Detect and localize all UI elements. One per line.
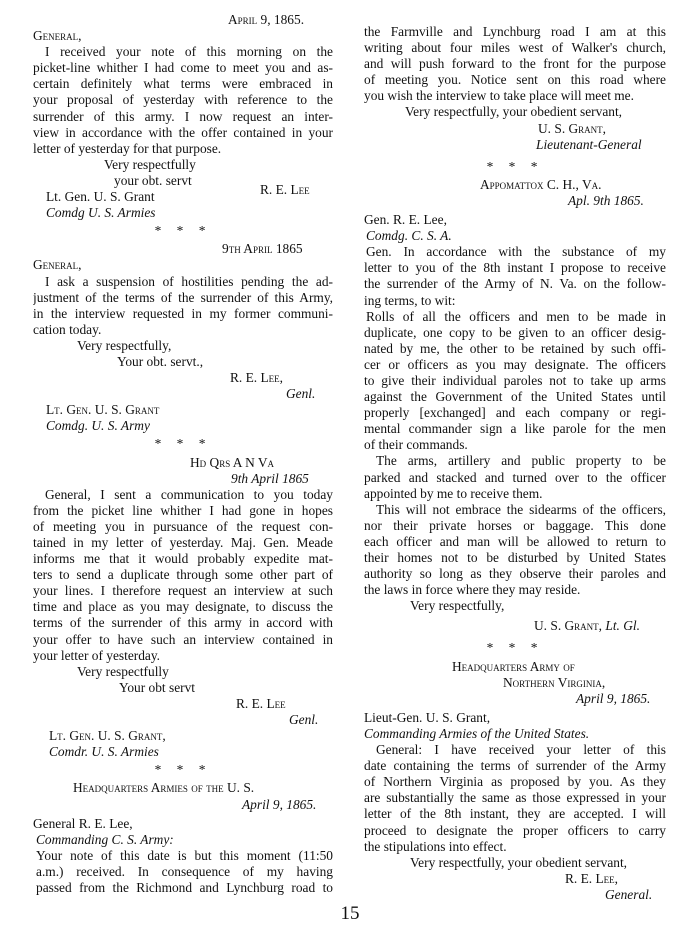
body-line: cation today. [33, 321, 102, 337]
letter-lee-2 [33, 241, 333, 434]
body-line: of meeting you in pursuance of the request con- [33, 518, 333, 534]
addressee-name: Lieut-Gen. U. S. Grant, [364, 709, 491, 725]
letter-lee-1 [33, 12, 333, 221]
signature: R. E. Lee [236, 695, 286, 711]
body-line: ters to send a duplicate through some other part of [33, 567, 333, 583]
signature: R. E. Lee [260, 182, 310, 198]
page-number: 15 [340, 903, 360, 924]
body-line: letter of yesterday for that purpose. [33, 140, 222, 156]
body-line: ing terms, to wit: [364, 292, 456, 308]
closing: Very respectfully [104, 156, 196, 172]
signature: U. S. Grant, [538, 120, 607, 136]
body-line: nor their private horses or baggage. This done [364, 517, 666, 533]
body-line: letter of the 8th instant, they are accepted. I will [364, 806, 666, 822]
body-line: against the Government of the United States until [364, 389, 666, 405]
letter-date: 9th April 1865 [222, 241, 303, 257]
body-line: I received your note of this morning on the [45, 44, 333, 60]
letter-lee-4 [364, 659, 666, 903]
signature-title: Lt. Gl. [605, 618, 640, 634]
signature-line [364, 618, 666, 634]
body-line: picket-line whither I had come to meet you and as- [33, 60, 333, 76]
addressee-title: Comdg. C. S. A. [366, 228, 452, 244]
section-separator: * * * [154, 223, 212, 239]
body-line: duplicate, one copy to be given to an officer desig- [364, 324, 666, 340]
section-separator: * * * [486, 158, 544, 174]
body-line: This will not embrace the sidearms of the officers, [376, 501, 666, 517]
body-line: letter to you of the 8th instant I propose to receive [364, 260, 666, 276]
addressee-title: Comdg. U. S. Army [46, 418, 150, 434]
signature-title: Genl. [286, 386, 316, 402]
letter-date: April 9, 1865. [576, 690, 651, 706]
letter-grant-1 [33, 780, 333, 896]
body-line: passed from the Richmond and Lynchburg road to [36, 879, 333, 895]
body-line: of meeting you. Notice sent on this road where [364, 72, 666, 88]
body-line: the Farmville and Lynchburg road I am at this [364, 24, 666, 39]
closing: Very respectfully [77, 663, 169, 679]
body-line: your offer to have such an interview contained in [33, 631, 333, 647]
body-line: and will push forward to the front for the purpose [364, 56, 666, 72]
body-line: date containing the terms of surrender of the Army [364, 758, 666, 774]
letter-grant-2 [364, 177, 666, 635]
body-line: parked and stacked and turned over to the officer [364, 469, 666, 485]
body-line: informs me that it would probably expedite mat- [33, 551, 333, 567]
body-line: a.m.) received. In consequence of my having [36, 863, 333, 879]
letter-grant-1-continued [364, 24, 666, 153]
closing: your obt. servt [114, 172, 192, 188]
body-line: justment of the terms of the surrender of this Army, [33, 289, 333, 305]
body-line: The arms, artillery and public property to be [376, 453, 666, 469]
addressee-name: Lt. Gen. U. S. Grant, [49, 728, 166, 744]
body-line: your lines. I therefore request an interview at such [33, 583, 333, 599]
addressee-title: Commanding C. S. Army: [36, 831, 174, 847]
body-line: you wish the interview to take place will meet me. [364, 88, 634, 104]
closing: Very respectfully, [410, 598, 505, 614]
signature-title: Lieutenant-General [536, 136, 642, 152]
body-line: to give their individual paroles not to take up arms [364, 372, 666, 388]
section-separator: * * * [154, 762, 212, 778]
body-line: the surrender of the Army of N. Va. on the follow- [364, 276, 666, 292]
addressee-title: Comdr. U. S. Armies [49, 744, 159, 760]
letter-heading: Headquarters Army of [452, 658, 575, 674]
letter-heading: Appomattox C. H., Va. [480, 176, 602, 192]
letter-date: April 9, 1865. [228, 12, 305, 27]
salutation: General, [33, 257, 82, 273]
signature: R. E. Lee, [230, 370, 284, 386]
body-line: are substantially the same as those expressed in your [364, 790, 666, 806]
salutation: General, [33, 28, 82, 44]
section-separator: * * * [486, 640, 544, 656]
body-line: time and place as you may designate, to discuss the [33, 599, 333, 615]
closing: Your obt servt [119, 679, 196, 695]
body-line: each officer and man will be allowed to return to [364, 533, 666, 549]
body-line: of their commands. [364, 437, 468, 453]
addressee-title: Commanding Armies of the United States. [364, 725, 590, 741]
body-line: terms of the surrender of this army in accord with [33, 615, 333, 631]
addressee-name: General R. E. Lee, [33, 815, 133, 831]
body-line: authority so long as they observe their paroles and [364, 566, 666, 582]
addressee-name: Lt. Gen. U. S. Grant [46, 189, 155, 205]
letter-date: April 9, 1865. [242, 796, 317, 812]
letter-heading: Northern Virginia, [503, 674, 606, 690]
body-line: nated by me, the other to be retained by such offi- [364, 340, 666, 356]
letter-lee-3 [33, 455, 333, 761]
body-line: cer or officers as you may designate. The officers [364, 356, 666, 372]
body-line: writing about four miles west of Walker's church, [364, 40, 666, 56]
body-line: mental commander sign a like parole for the men [364, 421, 666, 437]
body-line: view in accordance with the offer contained in your [33, 124, 333, 140]
addressee-name: Lt. Gen. U. S. Grant [46, 402, 160, 418]
body-line: Gen. In accordance with the substance of my [366, 244, 666, 260]
body-line: appointed by me to receive them. [364, 485, 543, 501]
letter-heading: Headquarters Armies of the U. S. [73, 780, 255, 796]
closing: Very respectfully, [77, 337, 172, 353]
body-line: in the interview requested in my former communi- [33, 305, 333, 321]
body-line: the laws in force where they may reside. [364, 582, 581, 598]
body-line: I ask a suspension of hostilities pending the ad- [45, 273, 333, 289]
addressee-line [33, 182, 333, 205]
body-line: General, I sent a communication to you today [45, 486, 333, 502]
body-line: proceed to designate the proper officers to carry [364, 822, 666, 838]
left-column [33, 12, 333, 896]
signature-title: Genl. [289, 712, 319, 728]
letter-date: 9th April 1865 [231, 470, 309, 486]
closing: Very respectfully, your obedient servant, [405, 104, 623, 120]
signature: R. E. Lee, [565, 870, 619, 886]
signature: U. S. Grant, [534, 618, 603, 634]
body-line: General: I have received your letter of this [376, 742, 666, 758]
body-line: properly [exchanged] and each company or regi- [364, 405, 666, 421]
right-column [364, 24, 666, 903]
addressee-title: Comdg U. S. Armies [46, 205, 156, 221]
body-line: Your note of this date is but this moment (11:50 [36, 847, 333, 863]
letter-date: Apl. 9th 1865. [568, 192, 644, 208]
body-line: the stipulations into effect. [364, 838, 507, 854]
body-line: your letter of yesterday. [33, 647, 161, 663]
body-line: surrender of this army. I now request an inter- [33, 108, 333, 124]
section-separator: * * * [154, 436, 212, 452]
body-line: their homes not to be disturbed by United States [364, 550, 666, 565]
body-line: your proposal of yesterday with reference to the [33, 92, 333, 108]
body-line: of Northern Virginia as proposed by you. As they [364, 774, 666, 790]
body-line: tained in my letter of yesterday. Maj. Gen. Meade [33, 535, 333, 550]
signature-title: General. [605, 886, 653, 902]
body-line: certain definitely what terms were embraced in [33, 76, 333, 92]
body-line: from the picket line whither I had gone in hopes [33, 502, 333, 518]
body-line: Rolls of all the officers and men to be made in [366, 308, 666, 324]
closing: Very respectfully, your obedient servant, [410, 854, 628, 870]
closing: Your obt. servt., [117, 353, 204, 369]
letter-heading: Hd Qrs A N Va [190, 454, 275, 470]
addressee-name: Gen. R. E. Lee, [364, 212, 447, 228]
